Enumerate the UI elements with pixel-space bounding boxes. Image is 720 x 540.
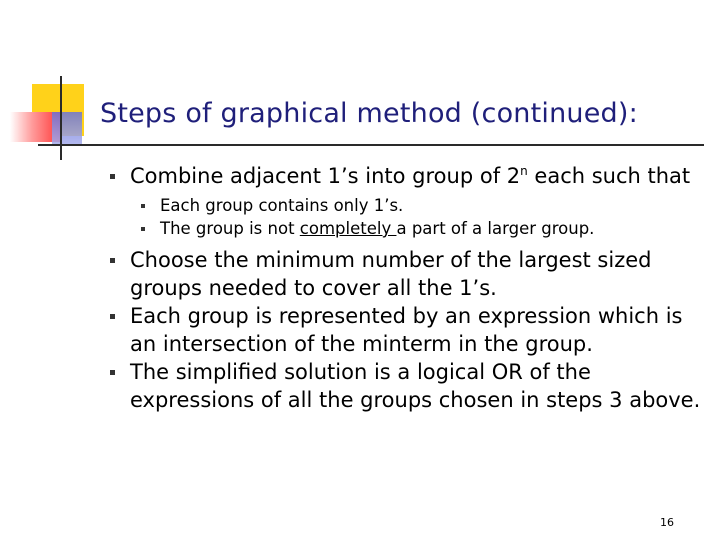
page-number: 16 [660, 516, 674, 529]
subbullet-text: The group is not [160, 219, 300, 238]
bullet-text: The simplified solution is a logical OR of the expressions of all the groups chosen in steps 3 above. [130, 360, 701, 412]
bullet-text: each such that [527, 164, 691, 188]
subbullet-text: a part of a larger group. [396, 219, 595, 238]
subbullet-marker [141, 204, 145, 208]
bullet-text: Combine adjacent 1’s into group of 2 [130, 164, 521, 188]
bullet-simplified-solution [110, 358, 710, 414]
bullet-marker [110, 370, 115, 375]
superscript: n [520, 164, 528, 178]
logo-blue-square [52, 112, 82, 146]
bullet-text: Each group is represented by an expression which is an intersection of the minterm in the group. [130, 304, 683, 356]
bullet-marker [110, 174, 115, 179]
bullet-marker [110, 258, 115, 263]
logo-vertical-line [60, 76, 62, 160]
bullet-text: Choose the minimum number of the largest sized groups needed to cover all the 1’s. [130, 248, 652, 300]
subbullet-not-part [110, 217, 710, 240]
slide-title: Steps of graphical method (continued): [100, 98, 638, 129]
subbullet-list [110, 194, 710, 240]
subbullet-only-ones [110, 194, 710, 217]
subbullet-marker [141, 227, 145, 231]
bullet-list [110, 162, 710, 414]
title-underline [38, 144, 704, 146]
underlined-word: completely [299, 219, 397, 238]
bullet-group-expression [110, 302, 710, 358]
bullet-choose-minimum [110, 246, 710, 302]
bullet-marker [110, 314, 115, 319]
bullet-combine [110, 162, 710, 190]
subbullet-text: Each group contains only 1’s. [160, 196, 404, 215]
